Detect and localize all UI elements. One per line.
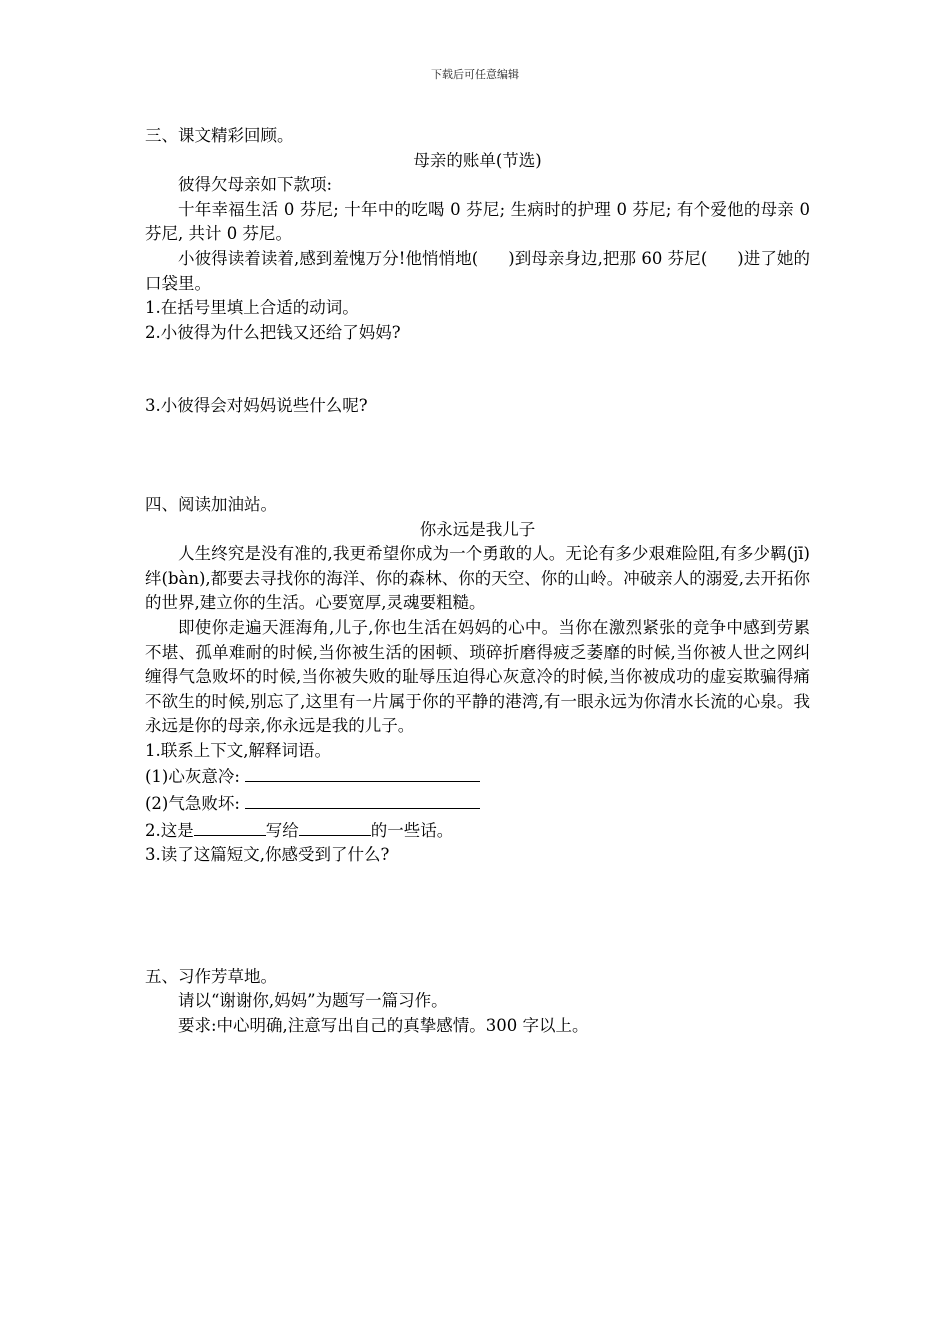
word-explain-2-label: (2)气急败坏: (145, 794, 240, 814)
section-4-question-1: 1.联系上下文,解释词语。 (145, 740, 331, 760)
who-blank-1[interactable] (194, 817, 266, 836)
writing-requirements: 要求:中心明确,注意写出自己的真挚感情。300 字以上。 (178, 1016, 589, 1036)
section-3-title: 母亲的账单(节选) (413, 150, 542, 170)
answer-space[interactable] (145, 868, 810, 965)
question-2-part-1: 2.这是 (145, 820, 194, 840)
bill-story-part-2: )到母亲身边,把那 60 芬尼( (508, 248, 708, 268)
word-explain-2 (145, 790, 810, 817)
bill-story-part-3: )进了她的口袋里。 (145, 248, 810, 293)
word-explain-1 (145, 763, 810, 790)
section-3-heading: 三、课文精彩回顾。 (145, 126, 294, 145)
word-explain-1-blank[interactable] (245, 763, 480, 782)
word-explain-2-blank[interactable] (245, 790, 480, 809)
writing-prompt: 请以“谢谢你,妈妈”为题写一篇习作。 (178, 991, 448, 1011)
bill-story (145, 247, 810, 296)
word-explain-1-label: (1)心灰意冷: (145, 767, 240, 787)
reading-paragraph-2: 即使你走遍天涯海角,儿子,你也生活在妈妈的心中。当你在激烈紧张的竞争中感到劳累不堪、孤单难耐的时候,当你被生活的困顿、琐碎折磨得疲乏萎靡的时候,当你被人世之网纠缠得气急败坏的时候,当你被失败的耻辱压迫得心灰意冷的时候,当你被成功的虚妄欺骗得痛不欲生的时候,别忘了,这里有一片属于你的平静的港湾,有一眼永远为你清水长流的心泉。我永远是你的母亲,你永远是我的儿子。 (145, 617, 810, 736)
question-2-part-2: 写给 (265, 820, 299, 840)
page-header: 下载后可任意编辑 (431, 68, 519, 81)
section-4-question-2 (145, 817, 810, 844)
reading-paragraph-1: 人生终究是没有准的,我更希望你成为一个勇敢的人。无论有多少艰难险阻,有多少羁(jī)绊(bàn),都要去寻找你的海洋、你的森林、你的天空、你的山岭。冲破亲人的溺爱,去开拓你的世界,建立你的生活。心要宽厚,灵魂要粗糙。 (145, 544, 810, 613)
bill-story-part-1: 小彼得读着读着,感到羞愧万分!他悄悄地( (178, 248, 479, 268)
bill-intro: 彼得欠母亲如下款项: (178, 175, 333, 195)
section-4-title: 你永远是我儿子 (419, 519, 536, 539)
question-2-part-3: 的一些话。 (370, 820, 454, 840)
section-3-question-1: 1.在括号里填上合适的动词。 (145, 298, 359, 318)
section-3-question-3: 3.小彼得会对妈妈说些什么呢? (145, 396, 368, 416)
bill-items: 十年幸福生活 0 芬尼; 十年中的吃喝 0 芬尼; 生病时的护理 0 芬尼; 有个爱他的母亲 0 芬尼, 共计 0 芬尼。 (145, 199, 810, 244)
section-4-heading: 四、阅读加油站。 (145, 494, 277, 514)
answer-space[interactable] (145, 419, 810, 493)
answer-space[interactable] (145, 345, 810, 394)
section-5-heading: 五、习作芳草地。 (145, 966, 277, 986)
document-body (145, 124, 810, 1039)
section-4-question-3: 3.读了这篇短文,你感受到了什么? (145, 845, 390, 865)
who-blank-2[interactable] (299, 817, 371, 836)
section-3-question-2: 2.小彼得为什么把钱又还给了妈妈? (145, 322, 401, 342)
